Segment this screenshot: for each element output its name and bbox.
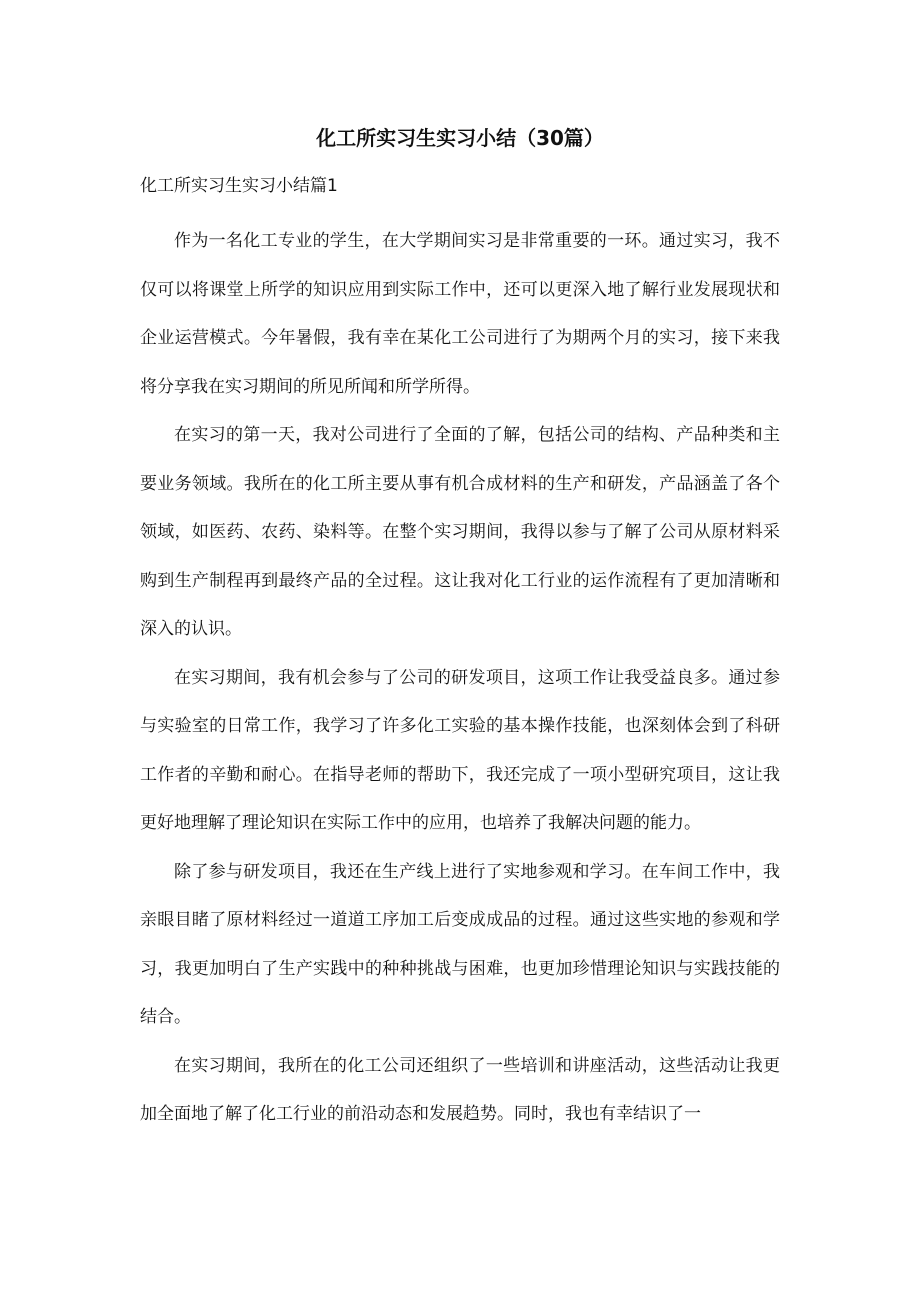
section-heading: 化工所实习生实习小结篇1 — [140, 176, 338, 196]
paragraph-1: 作为一名化工专业的学生，在大学期间实习是非常重要的一环。通过实习，我不仅可以将课堂上所学的知识应用到实际工作中，还可以更深入地了解行业发展现状和企业运营模式。今年暑假，我有幸在某化工公司进行了为期两个月的实习，接下来我将分享我在实习期间的所见所闻和所学所得。 — [140, 231, 780, 397]
paragraph-2: 在实习的第一天，我对公司进行了全面的了解，包括公司的结构、产品种类和主要业务领域。我所在的化工所主要从事有机合成材料的生产和研发，产品涵盖了各个领域，如医药、农药、染料等。在整个实习期间，我得以参与了解了公司从原材料采购到生产制程再到最终产品的全过程。这让我对化工行业的运作流程有了更加清晰和深入的认识。 — [140, 425, 780, 639]
document-body — [140, 217, 780, 1139]
document-title: 化工所实习生实习小结（30篇） — [316, 126, 604, 150]
paragraph-3: 在实习期间，我有机会参与了公司的研发项目，这项工作让我受益良多。通过参与实验室的日常工作，我学习了许多化工实验的基本操作技能，也深刻体会到了科研工作者的辛勤和耐心。在指导老师的帮助下，我还完成了一项小型研究项目，这让我更好地理解了理论知识在实际工作中的应用，也培养了我解决问题的能力。 — [140, 667, 780, 833]
paragraph-5: 在实习期间，我所在的化工公司还组织了一些培训和讲座活动，这些活动让我更加全面地了解了化工行业的前沿动态和发展趋势。同时，我也有幸结识了一 — [140, 1055, 780, 1124]
paragraph-4: 除了参与研发项目，我还在生产线上进行了实地参观和学习。在车间工作中，我亲眼目睹了原材料经过一道道工序加工后变成成品的过程。通过这些实地的参观和学习，我更加明白了生产实践中的种种挑战与困难，也更加珍惜理论知识与实践技能的结合。 — [140, 861, 780, 1027]
